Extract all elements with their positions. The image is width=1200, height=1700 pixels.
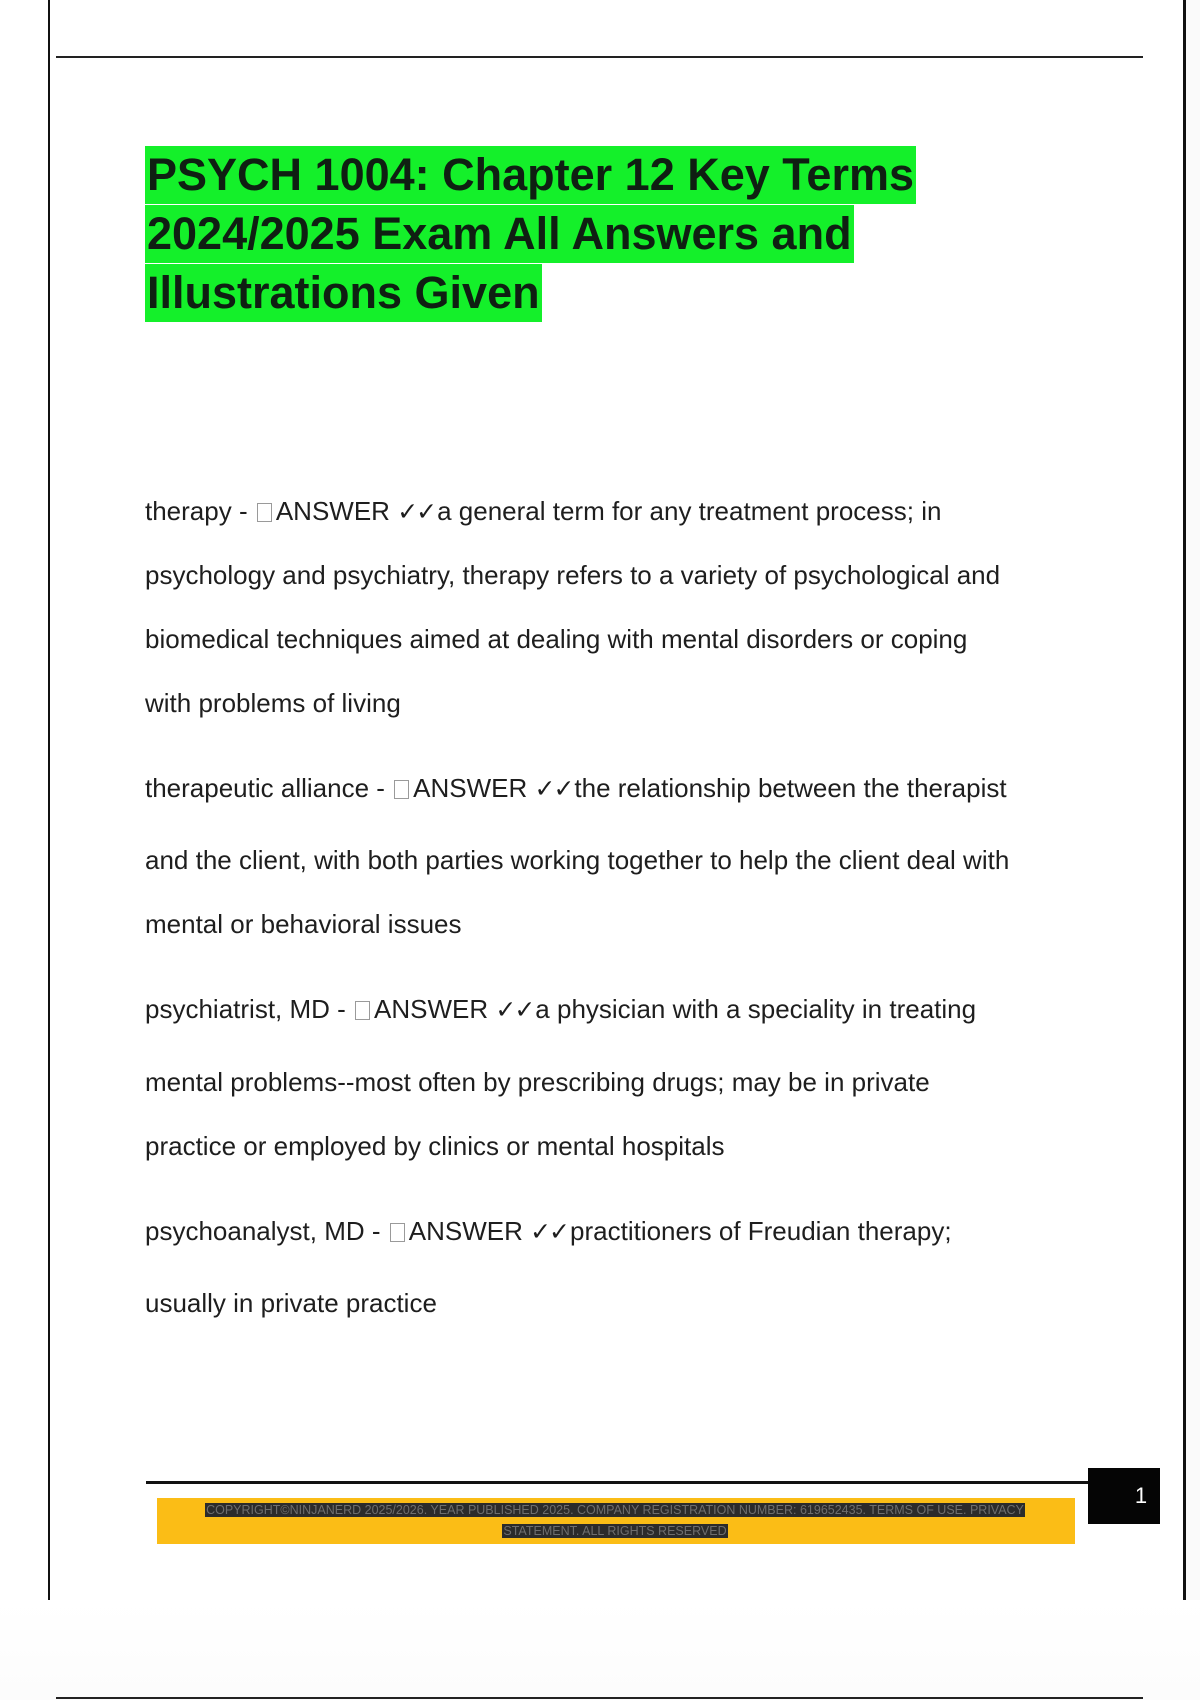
- term-line: [145, 496, 1105, 560]
- copyright-notice: [170, 1500, 1060, 1542]
- copyright-line-2: STATEMENT. ALL RIGHTS RESERVED: [503, 1524, 727, 1538]
- term-entry-psychoanalyst: [145, 1216, 1105, 1328]
- double-check-icon: ✓✓: [534, 774, 573, 803]
- term-name: therapy -: [145, 496, 255, 526]
- title-line-1: PSYCH 1004: Chapter 12 Key Terms: [145, 146, 916, 204]
- term-line: [145, 1216, 1105, 1288]
- definition-line: usually in private practice: [145, 1288, 437, 1318]
- definition-line: and the client, with both parties working together to help the client deal with: [145, 845, 1010, 875]
- empty-box-icon: [257, 503, 272, 522]
- term-line: [145, 773, 1105, 845]
- copyright-line-1: COPYRIGHT©NINJANERD 2025/2026. YEAR PUBLISHED 2025. COMPANY REGISTRATION NUMBER: 619652435. TERMS OF USE. PRIVACY: [206, 1503, 1024, 1517]
- definition-text: practitioners of Freudian therapy;: [570, 1216, 952, 1246]
- title-line-2: 2024/2025 Exam All Answers and: [145, 205, 854, 263]
- definition-line: mental or behavioral issues: [145, 909, 462, 939]
- next-page-rule: [56, 1697, 1143, 1699]
- page-number: 1: [1088, 1468, 1160, 1524]
- page-right-border: [1183, 0, 1186, 1600]
- page-left-border: [48, 0, 50, 1600]
- title-line-3: Illustrations Given: [145, 264, 542, 322]
- document-title: [145, 146, 1045, 323]
- definition-line: mental problems--most often by prescribing drugs; may be in private: [145, 1067, 930, 1097]
- term-entry-therapeutic-alliance: [145, 773, 1105, 994]
- page-gap: [0, 1600, 1200, 1700]
- header-rule: [56, 56, 1143, 58]
- answer-label: ANSWER: [275, 496, 390, 526]
- page-right-margin: [1186, 0, 1200, 1600]
- term-entry-psychiatrist: [145, 994, 1105, 1216]
- answer-label: ANSWER: [408, 1216, 523, 1246]
- definition-line: with problems of living: [145, 688, 401, 718]
- footer-rule: [146, 1481, 1088, 1484]
- term-line: [145, 994, 1105, 1067]
- answer-label: ANSWER: [413, 773, 528, 803]
- term-name: psychoanalyst, MD -: [145, 1216, 388, 1246]
- double-check-icon: ✓✓: [530, 1217, 569, 1246]
- terms-list: [145, 496, 1105, 1328]
- double-check-icon: ✓✓: [495, 995, 534, 1024]
- definition-line: psychology and psychiatry, therapy refers to a variety of psychological and: [145, 560, 1001, 590]
- definition-text: a physician with a speciality in treating: [535, 994, 977, 1024]
- term-entry-therapy: [145, 496, 1105, 773]
- term-name: therapeutic alliance -: [145, 773, 393, 803]
- empty-box-icon: [355, 1001, 370, 1020]
- term-name: psychiatrist, MD -: [145, 994, 354, 1024]
- double-check-icon: ✓✓: [397, 497, 436, 526]
- definition-text: the relationship between the therapist: [574, 773, 1007, 803]
- definition-line: biomedical techniques aimed at dealing with mental disorders or coping: [145, 624, 968, 654]
- answer-label: ANSWER: [374, 994, 489, 1024]
- empty-box-icon: [390, 1223, 405, 1242]
- definition-line: practice or employed by clinics or mental hospitals: [145, 1131, 725, 1161]
- definition-text: a general term for any treatment process; in: [437, 496, 942, 526]
- empty-box-icon: [394, 780, 409, 799]
